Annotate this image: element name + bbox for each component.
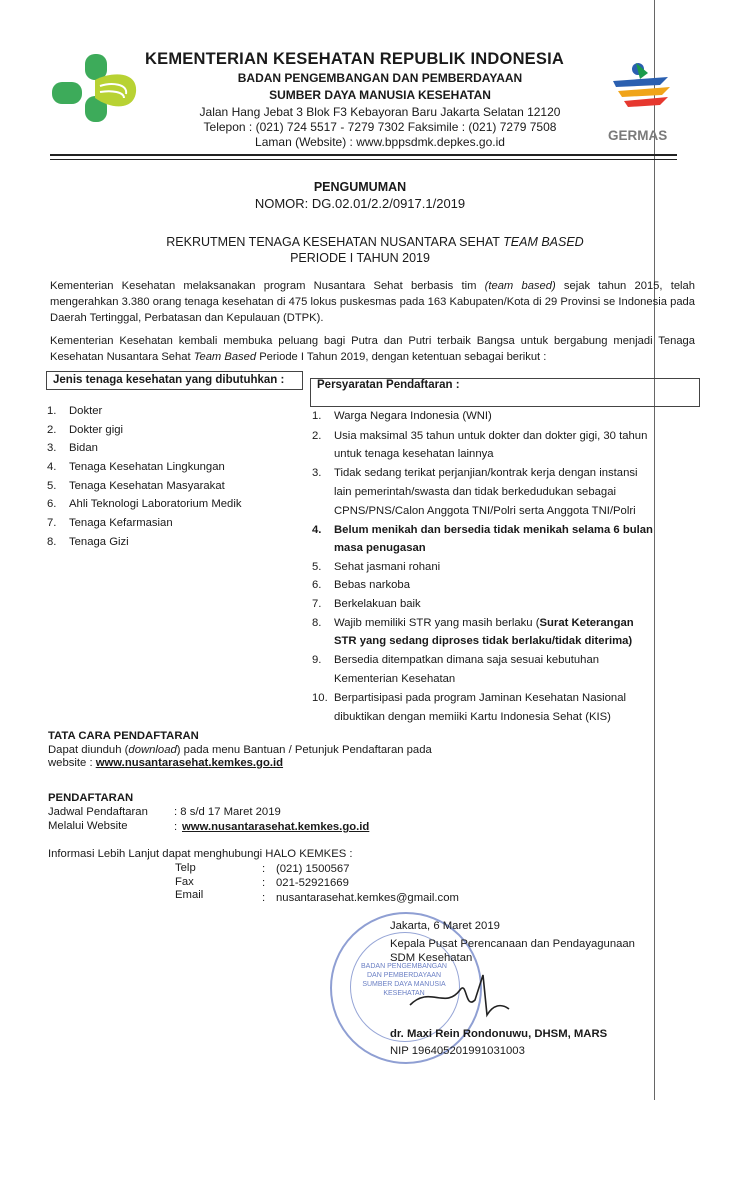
registration-link[interactable]: www.nusantarasehat.kemkes.go.id: [95, 757, 284, 769]
req-num-2: 2.: [312, 430, 322, 442]
req-4-line-1: Belum menikah dan bersedia tidak menikah selama 6 bulan: [334, 524, 653, 536]
website-link[interactable]: www.nusantarasehat.kemkes.go.id: [182, 821, 370, 833]
req-3-line-3: CPNS/PNS/Calon Anggota TNI/Polri serta Anggota TNI/Polri: [334, 505, 636, 517]
req-10-line-1: Berpartisipasi pada program Jaminan Kesehatan Nasional: [334, 692, 627, 704]
list-item: 5. Tenaga Kesehatan Masyarakat: [47, 479, 225, 492]
header-rule-thin: [50, 159, 677, 160]
website-line: Laman (Website) : www.bppsdmk.depkes.go.id: [255, 135, 505, 149]
jadwal-label: Jadwal Pendaftaran: [48, 806, 148, 818]
profession-list: [47, 405, 297, 555]
germas-label: GERMAS: [608, 128, 668, 143]
signatory-name: dr. Maxi Rein Rondonuwu, DHSM, MARS: [390, 1028, 608, 1040]
germas-logo-icon: [608, 55, 678, 127]
req-7: Berkelakuan baik: [334, 598, 421, 610]
scan-artifact-line: [654, 0, 655, 1100]
list-item: 8. Tenaga Gizi: [47, 535, 129, 548]
req-4-line-2: masa penugasan: [334, 542, 426, 554]
position-line-2: SDM Kesehatan: [390, 952, 473, 964]
header-rule-thick: [50, 154, 677, 156]
address-line: Jalan Hang Jebat 3 Blok F3 Kebayoran Baru Jakarta Selatan 12120: [199, 105, 561, 119]
req-2-line-1: Usia maksimal 35 tahun untuk dokter dan dokter gigi, 30 tahun: [334, 430, 648, 442]
place-date: Jakarta, 6 Maret 2019: [390, 920, 500, 932]
contact-intro: Informasi Lebih Lanjut dapat menghubungi HALO KEMKES :: [48, 848, 353, 860]
tata-cara-line-2: website : www.nusantarasehat.kemkes.go.id: [48, 757, 284, 769]
req-9-line-1: Bersedia ditempatkan dimana saja sesuai kebutuhan: [334, 654, 600, 666]
agency-line-1: BADAN PENGEMBANGAN DAN PEMBERDAYAAN: [237, 71, 523, 85]
fax-colon: :: [262, 877, 266, 889]
agency-line-2: SUMBER DAYA MANUSIA KESEHATAN: [269, 88, 491, 102]
fax-value: 021-52921669: [276, 877, 349, 889]
position-line-1: Kepala Pusat Perencanaan dan Pendayagunaan: [390, 938, 635, 950]
req-3-line-2: lain pemerintah/swasta dan tidak berkedudukan sebagai: [334, 486, 616, 498]
tata-cara-heading: TATA CARA PENDAFTARAN: [48, 730, 199, 742]
req-1: Warga Negara Indonesia (WNI): [334, 410, 492, 422]
req-num-8: 8.: [312, 617, 322, 629]
email-value[interactable]: nusantarasehat.kemkes@gmail.com: [276, 892, 459, 904]
left-box-title: Jenis tenaga kesehatan yang dibutuhkan :: [46, 371, 303, 390]
email-colon: :: [262, 892, 266, 904]
phone-line: Telepon : (021) 724 5517 - 7279 7302 Faksimile : (021) 7279 7508: [203, 120, 557, 134]
req-9-line-2: Kementerian Kesehatan: [334, 673, 456, 685]
req-num-7: 7.: [312, 598, 322, 610]
telp-colon: :: [262, 863, 266, 875]
list-item: 6. Ahli Teknologi Laboratorium Medik: [47, 498, 242, 511]
announcement-number: NOMOR: DG.02.01/2.2/0917.1/2019: [254, 196, 466, 211]
req-num-1: 1.: [312, 410, 322, 422]
tata-cara-line-1: Dapat diunduh (download) pada menu Bantuan / Petunjuk Pendaftaran pada: [48, 744, 432, 756]
req-10-line-2: dibuktikan dengan memiiki Kartu Indonesia Sehat (KIS): [334, 711, 611, 723]
list-item: 4. Tenaga Kesehatan Lingkungan: [47, 461, 225, 474]
fax-label: Fax: [175, 876, 194, 888]
list-item: 7. Tenaga Kefarmasian: [47, 517, 173, 530]
subject-line-1: REKRUTMEN TENAGA KESEHATAN NUSANTARA SEHAT TEAM BASED: [166, 235, 584, 249]
req-5: Sehat jasmani rohani: [334, 561, 441, 573]
signatory-nip: NIP 196405201991031003: [390, 1045, 525, 1057]
stamp-text: BADAN PENGEMBANGAN DAN PEMBERDAYAAN SUMBER DAYA MANUSIA KESEHATAN: [361, 963, 447, 997]
website-label: Melalui Website: [48, 820, 128, 832]
website-colon: :: [174, 821, 178, 833]
announcement-heading: PENGUMUMAN: [313, 180, 407, 194]
email-label: Email: [175, 889, 204, 901]
req-num-4: 4.: [312, 524, 322, 536]
req-num-10: 10.: [312, 692, 328, 704]
req-num-6: 6.: [312, 579, 322, 591]
right-box-title: Persyaratan Pendaftaran :: [310, 378, 700, 407]
intro-paragraph-2: Kementerian Kesehatan kembali membuka peluang bagi Putra dan Putri terbaik Bangsa untuk bergabung menjadi Tenaga Kesehatan Nusantara Sehat Team Based Periode I Tahun 2019, dengan ketentuan sebagai berikut :: [50, 335, 695, 363]
req-6: Bebas narkoba: [334, 579, 410, 591]
req-2-line-2: untuk tenaga kesehatan lainnya: [334, 448, 494, 460]
list-item: 1. Dokter: [47, 405, 103, 417]
req-8-line-2: STR yang sedang diproses tidak berlaku/tidak diterima): [334, 635, 633, 647]
req-num-3: 3.: [312, 467, 322, 479]
req-num-5: 5.: [312, 561, 322, 573]
req-8-line-1: Wajib memiliki STR yang masih berlaku (Surat Keterangan: [334, 617, 634, 629]
kemenkes-logo-icon: [50, 52, 140, 124]
telp-label: Telp: [175, 862, 196, 874]
req-num-9: 9.: [312, 654, 322, 666]
signature-scribble-icon: [405, 965, 515, 1025]
subject-line-2: PERIODE I TAHUN 2019: [290, 251, 430, 265]
req-3-line-1: Tidak sedang terikat perjanjian/kontrak kerja dengan instansi: [334, 467, 638, 479]
intro-paragraph-1: Kementerian Kesehatan melaksanakan program Nusantara Sehat berbasis tim (team based) sejak tahun 2015, telah mengerahkan 3.380 orang tenaga kesehatan di 475 lokus puskesmas pada 163 Kabupaten/Kota di 29 Provinsi se Indonesia pada Daerah Tertinggal, Perbatasan dan Kepulauan (DTPK).: [50, 280, 695, 324]
list-item: 3. Bidan: [47, 442, 98, 455]
pendaftaran-heading: PENDAFTARAN: [48, 792, 134, 804]
jadwal-value: : 8 s/d 17 Maret 2019: [174, 806, 281, 818]
ministry-title: KEMENTERIAN KESEHATAN REPUBLIK INDONESIA: [145, 50, 564, 68]
telp-value: (021) 1500567: [276, 863, 350, 875]
list-item: 2. Dokter gigi: [47, 423, 123, 436]
